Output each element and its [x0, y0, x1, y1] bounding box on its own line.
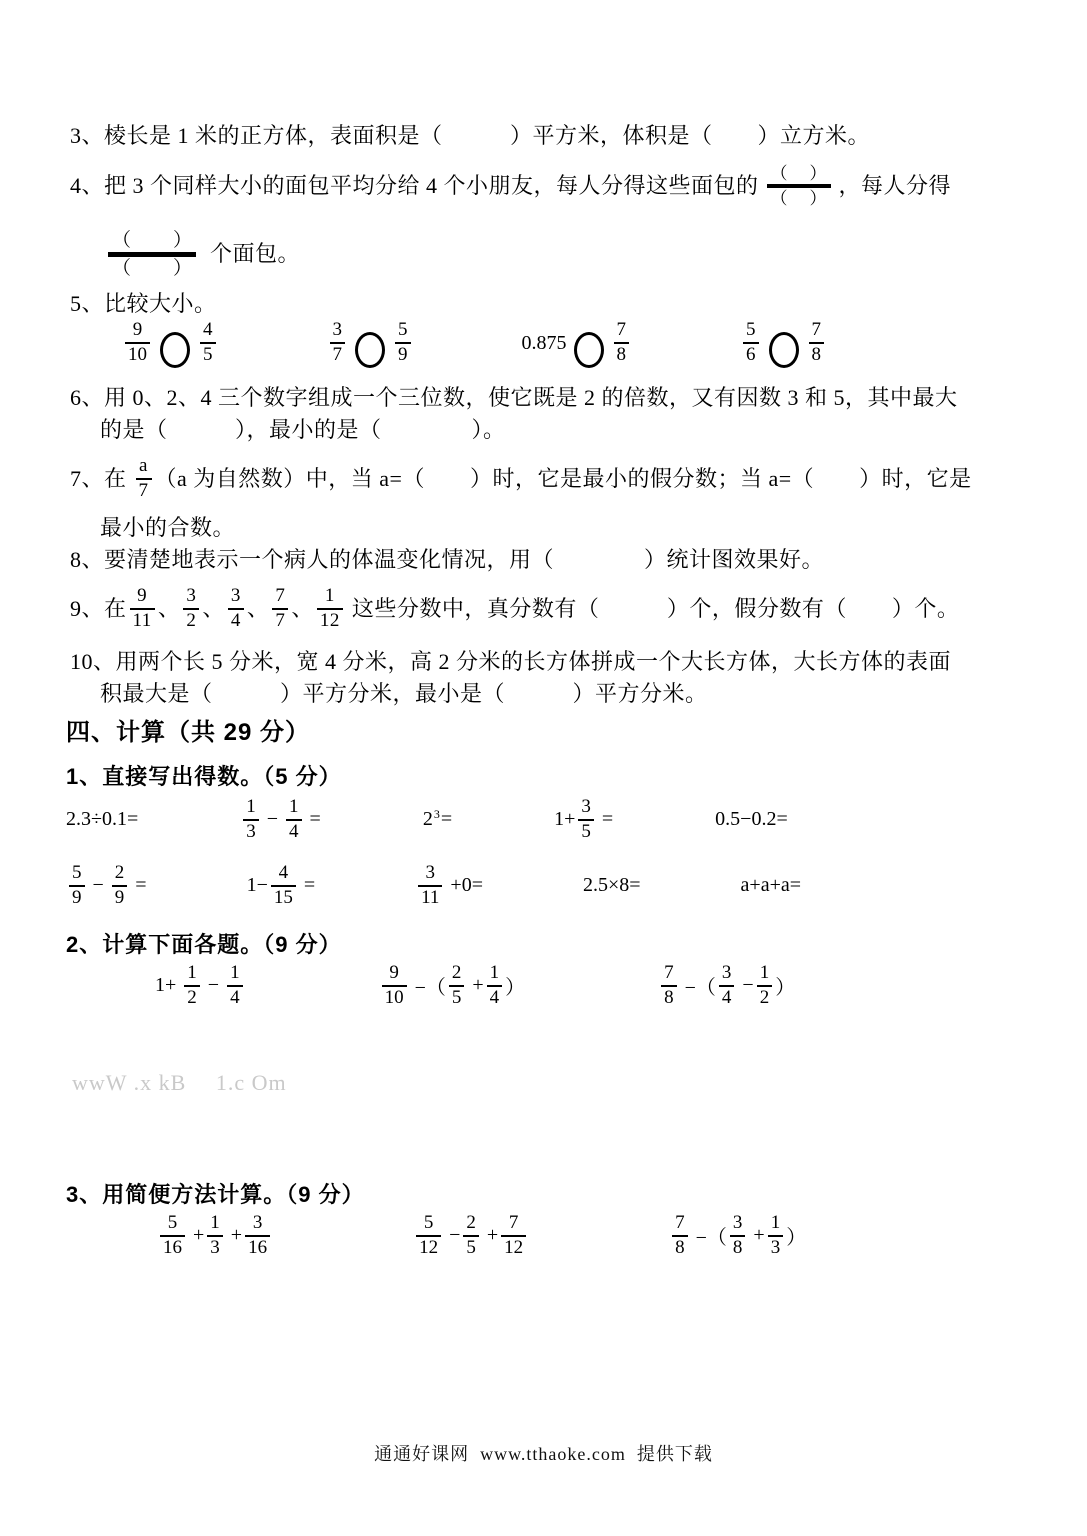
fraction: [395, 319, 411, 367]
math-expression: [583, 874, 641, 897]
blank-fraction-top: [767, 165, 831, 182]
fraction-denominator: 5: [200, 342, 216, 367]
math-expression: [415, 862, 483, 910]
calc-row-3: [155, 962, 795, 1010]
text-run: 4、把 3 个同样大小的面包平均分给 4 个小朋友，每人分得这些面包的: [70, 172, 759, 198]
fraction-numerator: 5: [398, 319, 408, 341]
close-paren: ）: [809, 164, 827, 183]
text-run: 2.3÷0.1=: [66, 808, 139, 831]
text-run: +: [481, 1224, 499, 1247]
question-10-line-1: [70, 648, 951, 677]
blank-fraction-bottom: [108, 259, 196, 278]
fraction-denominator: 15: [271, 885, 296, 910]
fraction-numerator: 1: [230, 962, 240, 983]
math-expression: [155, 962, 246, 1010]
text-run: 3、用简便方法计算。（9 分）: [66, 1182, 365, 1207]
fraction-numerator: 7: [508, 1212, 519, 1233]
fraction: [160, 1212, 185, 1260]
text-run: −: [87, 874, 109, 897]
fraction-numerator: 1: [770, 1212, 781, 1233]
fraction-denominator: 11: [418, 885, 442, 910]
close-paren: ）: [172, 229, 192, 251]
fraction: [286, 796, 302, 844]
fraction-numerator: 2: [466, 1212, 476, 1233]
text-run: −: [202, 974, 225, 997]
fraction-numerator: 7: [275, 585, 286, 607]
fraction: [69, 862, 85, 910]
text-run: +: [188, 1224, 205, 1247]
question-4-line-1: [70, 154, 951, 218]
fraction-numerator: 5: [72, 862, 82, 883]
fraction: [661, 962, 677, 1010]
fraction-denominator: 8: [672, 1235, 688, 1260]
fraction: [317, 585, 343, 633]
math-expression: [658, 962, 795, 1010]
text-run: 积最大是（ ）平方分米，最小是（ ）平方分米。: [100, 681, 708, 706]
fraction-denominator: 2: [757, 985, 773, 1010]
fraction-denominator: 8: [809, 342, 825, 367]
fraction-numerator: 7: [811, 319, 821, 341]
page-footer: 通通好课网 www.tthaoke.com 提供下载: [374, 1444, 713, 1464]
fraction-bar: [767, 184, 831, 188]
calc-row-1: [66, 796, 788, 844]
fraction-numerator: 1: [210, 1212, 220, 1233]
blank-fraction: [108, 231, 196, 278]
math-expression: [741, 874, 801, 897]
fraction-numerator: 5: [746, 319, 756, 341]
text-run: =: [304, 808, 321, 831]
fraction-denominator: 3: [243, 819, 259, 844]
fraction-numerator: 1: [289, 796, 299, 817]
text-run: 0.5−0.2=: [715, 808, 788, 831]
fraction-numerator: 1: [324, 585, 335, 607]
question-6-line-1: [70, 384, 958, 413]
fraction: [200, 319, 216, 367]
fraction: [416, 1212, 441, 1260]
fraction-denominator: 4: [228, 608, 244, 633]
fraction-denominator: 4: [286, 819, 302, 844]
fraction-numerator: 3: [581, 796, 591, 817]
subsection-1-heading: [66, 760, 342, 791]
math-expression: [327, 318, 414, 368]
question-7-line-1: [70, 446, 972, 512]
fraction-numerator: 5: [423, 1212, 434, 1233]
text-run: 、: [157, 595, 181, 621]
calc-row-4: [157, 1212, 806, 1260]
section-4-heading: [66, 712, 310, 747]
fraction-denominator: 4: [227, 985, 243, 1010]
comparison-circle: [355, 332, 385, 368]
math-expression: [240, 796, 321, 844]
fraction: [449, 962, 465, 1010]
close-paren: ）: [809, 189, 827, 208]
text-run: 1、直接写出得数。（5 分）: [66, 764, 342, 789]
blank-fraction-top: [108, 231, 196, 250]
text-run: 、: [291, 595, 314, 621]
fraction-numerator: 9: [137, 585, 148, 607]
text-run: 3、棱长是 1 米的正方体，表面积是（ ）平方米，体积是（ ）立方米。: [70, 123, 871, 148]
fraction: [614, 319, 630, 367]
question-6-line-2: [100, 416, 506, 445]
fraction-numerator: a: [139, 455, 148, 477]
fraction-denominator: 16: [160, 1235, 185, 1260]
open-paren: （: [112, 229, 132, 251]
math-expression: [522, 318, 633, 368]
fraction: [501, 1212, 526, 1260]
text-run: 1+: [554, 808, 576, 831]
text-run: −（: [409, 977, 446, 1000]
fraction-numerator: 3: [721, 962, 732, 983]
math-expression: [740, 318, 827, 368]
fraction-denominator: 12: [501, 1235, 526, 1260]
fraction: [463, 1212, 479, 1260]
fraction: [207, 1212, 223, 1260]
fraction-denominator: 2: [184, 985, 200, 1010]
text-run: （a 为自然数）中，当 a=（ ）时，它是最小的假分数；当 a=（ ）时，它是: [154, 465, 972, 491]
fraction: [743, 319, 759, 367]
text-run: a+a+a=: [740, 874, 802, 897]
text-run: 10、用两个长 5 分米，宽 4 分米，高 2 分米的长方体拼成一个大长方体，大长方体的表面: [70, 649, 952, 674]
question-8: [70, 546, 824, 575]
fraction-numerator: 4: [203, 319, 213, 341]
fraction-denominator: 5: [578, 819, 594, 844]
blank-fraction-bottom: [767, 190, 831, 207]
blank-fraction: [767, 165, 831, 207]
text-run: +0=: [445, 874, 483, 897]
fraction-denominator: 10: [382, 985, 407, 1010]
fraction: [183, 585, 199, 633]
fraction-denominator: 4: [719, 985, 735, 1010]
fraction-denominator: 7: [136, 478, 152, 503]
fraction-numerator: 1: [489, 962, 500, 983]
fraction: [227, 962, 243, 1010]
fraction-numerator: 7: [616, 319, 626, 341]
text-run: 1−: [246, 874, 268, 897]
fraction: [757, 962, 773, 1010]
fraction: [184, 962, 200, 1010]
question-10-line-2: [100, 680, 708, 709]
fraction-denominator: 10: [125, 342, 150, 367]
open-paren: （: [770, 189, 788, 208]
text-run: −（: [679, 977, 716, 1000]
fraction-denominator: 7: [330, 342, 346, 367]
open-paren: （: [770, 164, 788, 183]
fraction: [809, 319, 825, 367]
fraction-denominator: 12: [317, 608, 343, 633]
question-3: [70, 122, 870, 151]
text-run: =: [440, 808, 453, 831]
fraction: [578, 796, 594, 844]
fraction-denominator: 3: [207, 1235, 223, 1260]
text-run: ，每人分得: [838, 172, 952, 198]
fraction: [330, 319, 346, 367]
subsection-3-heading: [66, 1178, 365, 1209]
fraction: [125, 319, 150, 367]
fraction-denominator: 6: [743, 342, 759, 367]
fraction-denominator: 9: [395, 342, 411, 367]
fraction-numerator: 2: [451, 962, 462, 983]
question-9: [70, 578, 959, 640]
fraction-numerator: 1: [246, 796, 256, 817]
text-run: =: [130, 874, 147, 897]
text-run: =: [596, 808, 614, 831]
text-run: 5、比较大小。: [70, 291, 217, 316]
text-run: 8、要清楚地表示一个病人的体温变化情况，用（ ）统计图效果好。: [70, 547, 825, 572]
fraction: [136, 455, 152, 503]
math-expression: [669, 1212, 806, 1260]
math-expression: [715, 808, 788, 831]
fraction-numerator: 1: [759, 962, 770, 983]
fraction: [130, 585, 155, 633]
fraction: [112, 862, 128, 910]
text-run: +: [748, 1224, 765, 1247]
fraction-numerator: 3: [252, 1212, 263, 1233]
fraction-denominator: 7: [272, 608, 288, 633]
math-expression: [379, 962, 526, 1010]
fraction: [271, 862, 296, 910]
superscript: 3: [433, 807, 440, 822]
fraction-denominator: 11: [130, 608, 155, 633]
subsection-2-heading: [66, 928, 342, 959]
fraction: [672, 1212, 688, 1260]
question-7-line-2: [100, 514, 235, 543]
fraction-denominator: 9: [112, 885, 128, 910]
text-run: 2.5×8=: [582, 874, 641, 897]
fraction-denominator: 2: [183, 608, 199, 633]
fraction-numerator: 2: [114, 862, 125, 883]
fraction-numerator: 4: [278, 862, 289, 883]
comparison-circle: [769, 332, 799, 368]
open-paren: （: [112, 257, 132, 279]
fraction-numerator: 3: [332, 319, 342, 341]
fraction-numerator: 9: [389, 962, 399, 983]
math-expression: [423, 808, 452, 831]
math-expression: [413, 1212, 529, 1260]
text-run: +: [225, 1224, 243, 1247]
math-expression: [247, 862, 316, 910]
calc-row-2: [66, 862, 801, 910]
fraction: [719, 962, 735, 1010]
text-run: 这些分数中，真分数有（ ）个，假分数有（ ）个。: [345, 595, 960, 621]
close-paren: ）: [172, 257, 192, 279]
fraction-denominator: 5: [449, 985, 465, 1010]
fraction-denominator: 3: [768, 1235, 784, 1260]
text-run: ）: [505, 977, 526, 1000]
fraction-numerator: 3: [230, 585, 241, 607]
text-run: 2、计算下面各题。（9 分）: [66, 932, 342, 957]
math-expression: [554, 796, 613, 844]
text-run: 6、用 0、2、4 三个数字组成一个三位数，使它既是 2 的倍数，又有因数 3 和 5，其中最大: [70, 385, 958, 410]
fraction-denominator: 9: [69, 885, 85, 910]
math-expression: [122, 318, 219, 368]
watermark: wwW .x kB 1.c Om: [72, 1070, 287, 1095]
fraction-numerator: 9: [132, 319, 143, 341]
question-5: [70, 290, 217, 319]
fraction: [730, 1212, 746, 1260]
comparison-circle: [574, 332, 604, 368]
text-run: 7、在: [70, 465, 133, 491]
fraction-numerator: 3: [732, 1212, 743, 1233]
fraction: [382, 962, 407, 1010]
fraction-numerator: 3: [425, 862, 436, 883]
text-run: +: [467, 974, 484, 997]
fraction: [768, 1212, 784, 1260]
text-run: 四、计算（共 29 分）: [66, 719, 311, 746]
text-run: 2: [422, 808, 433, 831]
math-expression: [157, 1212, 273, 1260]
text-run: 、: [202, 595, 225, 621]
text-run: 、: [246, 595, 270, 621]
question-5-row: [122, 318, 827, 368]
fraction-denominator: 12: [416, 1235, 441, 1260]
fraction-numerator: 7: [664, 962, 674, 983]
text-run: ）: [775, 977, 796, 1000]
question-4-line-2: [100, 222, 300, 286]
fraction-denominator: 16: [245, 1235, 270, 1260]
text-run: ）: [786, 1227, 807, 1250]
math-expression: [66, 808, 138, 831]
fraction-denominator: 4: [487, 985, 503, 1010]
fraction-numerator: 3: [186, 585, 197, 607]
text-run: −: [444, 1224, 461, 1247]
math-expression: [66, 862, 147, 910]
fraction-numerator: 7: [675, 1212, 685, 1233]
text-run: −（: [690, 1227, 727, 1250]
text-run: −: [261, 808, 284, 831]
fraction: [272, 585, 288, 633]
fraction-denominator: 5: [463, 1235, 479, 1260]
fraction: [228, 585, 244, 633]
fraction-denominator: 8: [730, 1235, 746, 1260]
text-run: 0.875: [521, 331, 567, 354]
fraction-denominator: 8: [661, 985, 677, 1010]
text-run: 最小的合数。: [100, 515, 236, 540]
fraction-denominator: 8: [614, 342, 630, 367]
fraction-numerator: 1: [187, 962, 197, 983]
text-run: 个面包。: [204, 240, 301, 266]
text-run: =: [298, 874, 316, 897]
fraction: [487, 962, 503, 1010]
fraction: [245, 1212, 270, 1260]
fraction: [418, 862, 442, 910]
fraction-bar: [108, 252, 196, 257]
fraction: [243, 796, 259, 844]
text-run: −: [737, 974, 754, 997]
text-run: 1+: [155, 974, 182, 997]
text-run: 9、在: [70, 595, 127, 621]
comparison-circle: [160, 332, 190, 368]
text-run: 的是（ ），最小的是（ ）。: [100, 417, 506, 442]
fraction-numerator: 5: [167, 1212, 178, 1233]
